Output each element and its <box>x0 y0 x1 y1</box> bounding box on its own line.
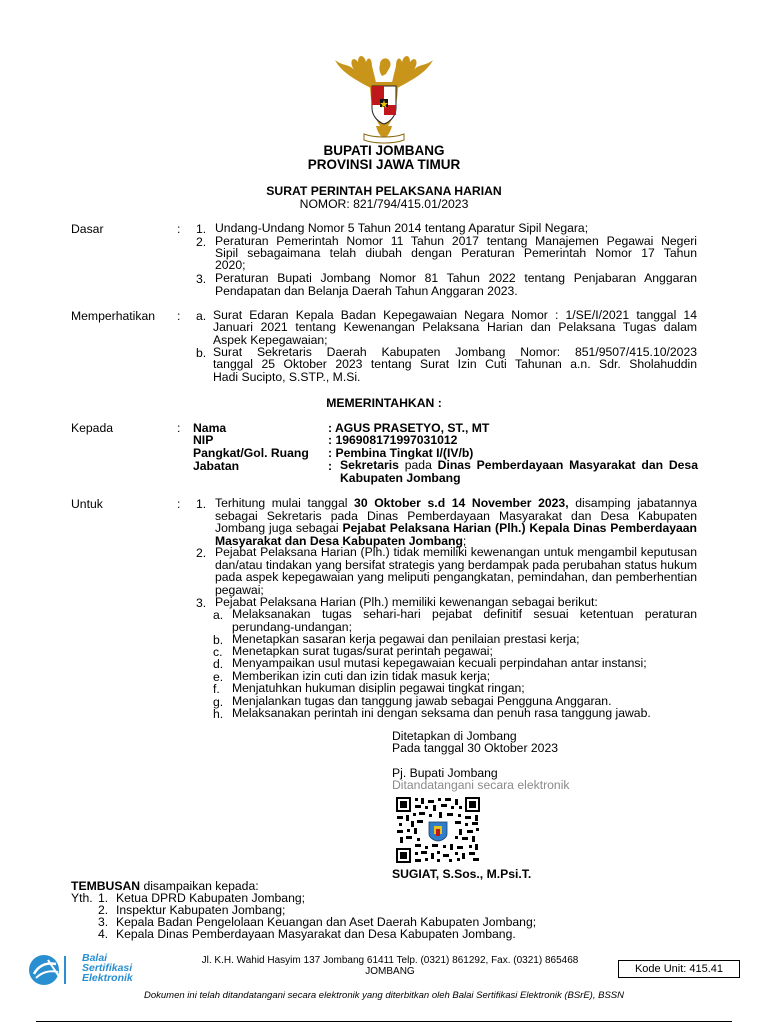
kepada-label: Kepada <box>71 421 114 435</box>
kepada-colon: : <box>177 421 181 435</box>
dasar-item-num: 3. <box>196 272 207 286</box>
sub-item-num: c. <box>213 645 223 659</box>
dasar-item-line: Undang-Undang Nomor 5 Tahun 2014 tentang Aparatur Sipil Negara; <box>215 221 589 235</box>
dasar-item-num: 1. <box>196 222 207 236</box>
nama-value: : AGUS PRASETYO, ST., MT <box>328 421 490 435</box>
dasar-item-num: 2. <box>196 235 207 249</box>
memperhatikan-item-line: Surat Edaran Kepala Badan Kepegawaian Negara Nomor : 1/SE/I/2021 tanggal 14 <box>213 308 697 322</box>
tembusan-item-num: 1. <box>98 891 109 905</box>
jabatan-value: Sekretaris pada Dinas Pemberdayaan Masyarakat dan Desa Kabupaten Jombang <box>340 458 698 485</box>
memperhatikan-item-line: Januari 2021 tentang Kewenangan Pelaksana Harian dan Pelaksana Tugas dalam <box>213 320 697 334</box>
sub-item-text: Menetapkan sasaran kerja pegawai dan penilaian prestasi kerja; <box>232 632 580 646</box>
signing-place: Ditetapkan di Jombang <box>392 729 517 743</box>
nip-key: NIP <box>193 433 214 447</box>
untuk-item-text: Terhitung mulai tanggal 30 Oktober s.d 14 November 2023, disamping jabatannya sebagai Sekretaris pada Dinas Pemberdayaan Masyarakat dan Desa Kabupaten Jombang juga sebagai Pejabat Pelaksana Harian (Plh.) Kepala Dinas Pemberdayaan Masyarakat dan Desa Kabupaten Jombang; <box>215 496 697 548</box>
sub-item-num: b. <box>213 633 224 647</box>
bottom-divider <box>36 1021 732 1022</box>
tembusan-item-num: 3. <box>98 915 109 929</box>
memperhatikan-item-num: b. <box>196 346 207 360</box>
nama-key: Nama <box>193 421 227 435</box>
signer-name: SUGIAT, S.Sos., M.Psi.T. <box>392 867 532 881</box>
untuk-item-num: 1. <box>196 497 207 511</box>
sub-item-text: Menyampaikan usul mutasi kepegawaian kecuali perpindahan antar instansi; <box>232 656 647 670</box>
untuk-item-num: 2. <box>196 546 207 560</box>
memperhatikan-item-line: tanggal 25 Oktober 2023 tentang Surat Izin Cuti Tahunan a.n. Sdr. Sholahuddin <box>213 357 697 371</box>
sub-item-num: a. <box>213 608 224 622</box>
memperhatikan-item-num: a. <box>196 309 207 323</box>
tembusan-yth: Yth. <box>71 891 93 905</box>
dasar-item-line: Sipil sebagaimana telah diubah dengan Peraturan Pemerintah Nomor 17 Tahun <box>215 246 697 260</box>
dasar-item-line: Peraturan Pemerintah Nomor 11 Tahun 2017 tentang Manajemen Pegawai Negeri <box>215 234 697 248</box>
document-number: NOMOR: 821/794/415.01/2023 <box>299 197 469 211</box>
bsre-logo-text: Balai Sertifikasi Elektronik <box>82 952 133 984</box>
dasar-item-line: Pendapatan dan Belanja Daerah Tahun Anggaran 2023. <box>215 284 518 298</box>
sub-item-num: d. <box>213 657 224 671</box>
province-title: PROVINSI JAWA TIMUR <box>307 157 461 172</box>
sub-item-num: h. <box>213 707 224 721</box>
pangkat-key: Pangkat/Gol. Ruang <box>193 446 309 460</box>
untuk-item-num: 3. <box>196 596 207 610</box>
tembusan-item-text: Ketua DPRD Kabupaten Jombang; <box>116 891 306 905</box>
garuda-emblem <box>330 52 438 144</box>
untuk-item-text: Pejabat Pelaksana Harian (Plh.) memiliki kewenangan sebagai berikut: <box>215 595 598 609</box>
sub-item-text: Melaksanakan perintah ini dengan seksama dan penuh rasa tanggung jawab. <box>232 706 651 720</box>
untuk-colon: : <box>177 497 181 511</box>
sub-item-text: Memberikan izin cuti dan izin tidak masuk kerja; <box>232 669 491 683</box>
sub-item-num: g. <box>213 695 224 709</box>
memperhatikan-item-line: Surat Sekretaris Daerah Kabupaten Jombang Nomor: 851/9507/415.10/2023 <box>213 345 697 359</box>
sub-item-text: Melaksanakan tugas sehari-hari pejabat definitif sesuai ketentuan peraturan perundang-undangan; <box>232 607 697 634</box>
electronic-signature-disclaimer: Dokumen ini telah ditandatangani secara elektronik yang diterbitkan oleh Balai Sertifikasi Elektronik (BSrE), BSSN <box>144 990 624 1001</box>
electronic-signature-note: Ditandatangani secara elektronik <box>392 778 570 792</box>
memperhatikan-label: Memperhatikan <box>71 309 155 323</box>
tembusan-item-text: Inspektur Kabupaten Jombang; <box>116 903 286 917</box>
sub-item-num: f. <box>213 682 220 696</box>
memerintahkan-heading: MEMERINTAHKAN : <box>326 396 442 410</box>
untuk-label: Untuk <box>71 497 103 511</box>
memperhatikan-item-line: Aspek Kepegawaian; <box>213 333 328 347</box>
dasar-label: Dasar <box>71 222 104 236</box>
signer-role: Pj. Bupati Jombang <box>392 766 498 780</box>
jabatan-key: Jabatan <box>193 459 240 473</box>
sub-item-text: Menjatuhkan hukuman disiplin pegawai tingkat ringan; <box>232 681 525 695</box>
sub-item-text: Menetapkan surat tugas/surat perintah pegawai; <box>232 644 493 658</box>
tembusan-item-text: Kepala Dinas Pemberdayaan Masyarakat dan Desa Kabupaten Jombang. <box>116 927 516 941</box>
qr-code <box>395 796 481 864</box>
footer-address: Jl. K.H. Wahid Hasyim 137 Jombang 61411 Telp. (0321) 861292, Fax. (0321) 865468 <box>201 955 579 966</box>
tembusan-item-num: 4. <box>98 927 109 941</box>
tembusan-item-text: Kepala Badan Pengelolaan Keuangan dan Aset Daerah Kabupaten Jombang; <box>116 915 537 929</box>
nip-value: : 196908171997031012 <box>328 433 458 447</box>
kode-unit-box: Kode Unit: 415.41 <box>618 960 740 978</box>
dasar-colon: : <box>177 222 181 236</box>
tembusan-title: TEMBUSAN disampaikan kepada: <box>71 879 259 893</box>
jabatan-colon: : <box>328 459 333 473</box>
tembusan-item-num: 2. <box>98 903 109 917</box>
regent-title: BUPATI JOMBANG <box>323 143 445 158</box>
garuda-head <box>379 58 390 76</box>
sub-item-text: Menjalankan tugas dan tanggung jawab sebagai Pengguna Anggaran. <box>232 694 612 708</box>
dasar-item-line: 2020; <box>215 258 246 272</box>
pangkat-value: : Pembina Tingkat I/(IV/b) <box>328 446 474 460</box>
dasar-item-line: Peraturan Bupati Jombang Nomor 81 Tahun 2022 tentang Penjabaran Anggaran <box>215 271 697 285</box>
sub-item-num: e. <box>213 670 224 684</box>
bsre-logo-icon <box>26 952 74 988</box>
signing-date: Pada tanggal 30 Oktober 2023 <box>392 741 559 755</box>
memperhatikan-item-line: Hadi Sucipto, S.STP., M.Si. <box>213 370 361 384</box>
untuk-item-text: Pejabat Pelaksana Harian (Plh.) tidak memiliki kewenangan untuk mengambil keputusan dan/atau tindakan yang bersifat strategis yang berdampak pada perubahan status hukum pada aspek kepegawaian yang meliputi pengangkatan, pemindahan, dan pemberhentian pegawai; <box>215 545 697 597</box>
footer-city: JOMBANG <box>365 966 415 977</box>
document-title: SURAT PERINTAH PELAKSANA HARIAN <box>266 184 502 198</box>
memperhatikan-colon: : <box>177 309 181 323</box>
